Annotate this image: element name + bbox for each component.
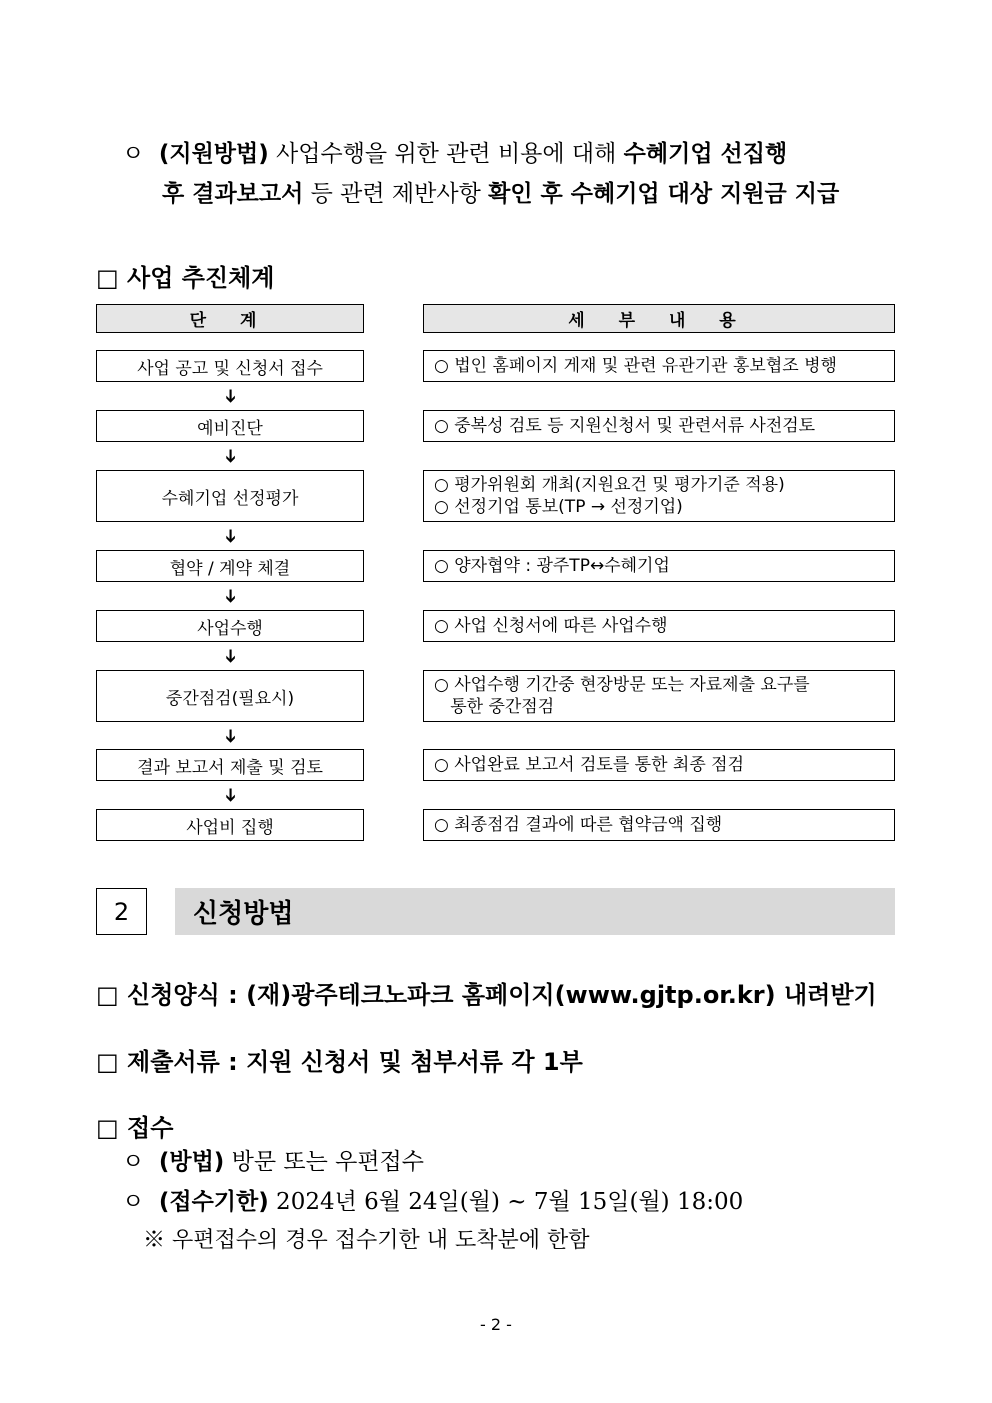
detail-box [423, 410, 895, 442]
stage-box: 사업비 집행 [96, 809, 364, 841]
detail-box [423, 670, 895, 722]
bullet-icon: ㅇ [122, 1149, 145, 1175]
stage-box: 중간점검(필요시) [96, 670, 364, 722]
detail-line: 통한 중간점검 [434, 697, 555, 717]
stage-box: 사업수행 [96, 610, 364, 642]
down-arrow-icon: ➔ [220, 588, 241, 604]
section-title: 신청방법 [175, 888, 895, 935]
detail-column-header: 세 부 내 용 [423, 304, 895, 333]
stage-box: 수혜기업 선정평가 [96, 470, 364, 522]
intro-bold-2: 후 결과보고서 [162, 181, 304, 207]
detail-line: ○ 사업수행 기간중 현장방문 또는 자료제출 요구를 [434, 675, 810, 695]
down-arrow-icon: ➔ [220, 648, 241, 664]
stage-column-header: 단 계 [96, 304, 364, 333]
method-label: (방법) [158, 1149, 225, 1175]
down-arrow-icon: ➔ [220, 388, 241, 404]
bullet-icon: ㅇ [122, 141, 145, 167]
submission-docs-line: □ 제출서류 : 지원 신청서 및 첨부서류 각 1부 [96, 1048, 583, 1076]
process-heading: □ 사업 추진체계 [96, 264, 275, 292]
down-arrow-icon: ➔ [220, 448, 241, 464]
deadline-text: 2024년 6월 24일(월) ~ 7월 15일(월) 18:00 [268, 1189, 744, 1215]
detail-line: ○ 양자협약 : 광주TP↔수혜기업 [434, 556, 670, 576]
postal-note: ※ 우편접수의 경우 접수기한 내 도착분에 한함 [143, 1228, 590, 1253]
down-arrow-icon: ➔ [220, 787, 241, 803]
detail-line: ○ 사업 신청서에 따른 사업수행 [434, 616, 668, 636]
detail-line: ○ 법인 홈페이지 게재 및 관련 유관기관 홍보협조 병행 [434, 356, 837, 376]
detail-line: ○ 평가위원회 개최(지원요건 및 평가기준 적용) [434, 475, 785, 495]
intro-label: (지원방법) [158, 141, 269, 167]
detail-box [423, 470, 895, 522]
detail-line: ○ 선정기업 통보(TP → 선정기업) [434, 497, 683, 517]
application-form-line: □ 신청양식 : (재)광주테크노파크 홈페이지(www.gjtp.or.kr) 내려받기 [96, 981, 877, 1009]
receipt-method-line [122, 1143, 424, 1181]
stage-box: 결과 보고서 제출 및 검토 [96, 749, 364, 781]
down-arrow-icon: ➔ [220, 727, 241, 744]
method-text: 방문 또는 우편접수 [224, 1149, 424, 1175]
intro-text-1: 사업수행을 위한 관련 비용에 대해 [268, 141, 624, 167]
detail-box [423, 550, 895, 582]
page-number: - 2 - [480, 1315, 512, 1334]
intro-bold-1: 수혜기업 선집행 [623, 141, 788, 167]
intro-bold-3: 확인 후 수혜기업 대상 지원금 지급 [488, 181, 840, 207]
intro-line-2 [162, 175, 839, 213]
down-arrow-icon: ➔ [220, 528, 241, 544]
receipt-heading: □ 접수 [96, 1114, 174, 1142]
stage-box: 예비진단 [96, 410, 364, 442]
detail-line: ○ 사업완료 보고서 검토를 통한 최종 점검 [434, 755, 745, 775]
detail-box [423, 809, 895, 841]
intro-line-1 [122, 135, 787, 173]
bullet-icon: ㅇ [122, 1189, 145, 1215]
receipt-deadline-line [122, 1183, 743, 1221]
deadline-label: (접수기한) [158, 1189, 269, 1215]
detail-line: ○ 중복성 검토 등 지원신청서 및 관련서류 사전검토 [434, 416, 816, 436]
detail-box [423, 749, 895, 781]
detail-box [423, 610, 895, 642]
detail-box [423, 350, 895, 382]
section-number: 2 [96, 888, 147, 935]
stage-box: 협약 / 계약 체결 [96, 550, 364, 582]
detail-line: ○ 최종점검 결과에 따른 협약금액 집행 [434, 815, 723, 835]
stage-box: 사업 공고 및 신청서 접수 [96, 350, 364, 382]
intro-text-2: 등 관련 제반사항 [303, 181, 489, 207]
